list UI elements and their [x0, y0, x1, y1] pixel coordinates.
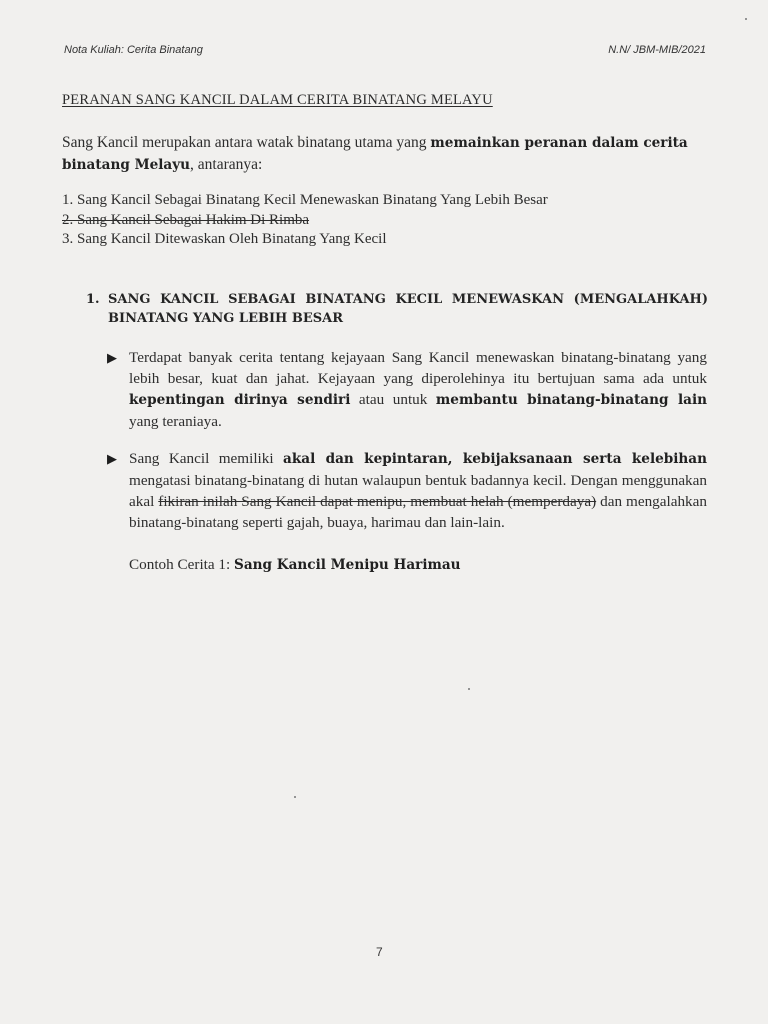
section-heading	[86, 290, 708, 328]
section-heading-text: SANG KANCIL SEBAGAI BINATANG KECIL MENEWASKAN (MENGALAHKAH) BINATANG YANG LEBIH BESAR	[108, 292, 708, 326]
page-header	[64, 44, 706, 56]
list-item-text: 3. Sang Kancil Ditewaskan Oleh Binatang Yang Kecil	[62, 231, 387, 247]
right-triangle-icon: ▶	[107, 350, 117, 365]
bullet-bold-text: akal dan kepintaran, kebijaksanaan serta kelebihan	[283, 451, 707, 467]
example-story	[129, 556, 461, 574]
section-number: 1.	[86, 292, 100, 307]
document-title: PERANAN SANG KANCIL DALAM CERITA BINATANG MELAYU	[62, 92, 493, 108]
bullet-text-part: dan mengalahkan binatang-binatang seperti gajah, buaya, harimau dan lain-lain.	[129, 493, 707, 531]
list-item-text: 2. Sang Kancil Sebagai Hakim Di Rimba	[62, 211, 310, 228]
example-title: Sang Kancil Menipu Harimau	[234, 557, 461, 573]
bullet-point	[107, 347, 707, 432]
bullet-text-part: yang teraniaya.	[129, 413, 222, 430]
bullet-text-part: atau untuk	[350, 391, 436, 408]
list-item	[62, 211, 548, 231]
list-item	[62, 191, 548, 211]
intro-paragraph	[62, 132, 706, 176]
bullet-text	[129, 448, 707, 533]
intro-text-end: , antaranya:	[190, 156, 263, 173]
bullet-bold-text: kepentingan dirinya sendiri	[129, 392, 351, 408]
intro-text: Sang Kancil merupakan antara watak binatang utama yang	[62, 134, 431, 151]
bullet-text-part: Sang Kancil memiliki	[129, 450, 284, 467]
scan-speck	[294, 796, 296, 798]
right-triangle-icon: ▶	[107, 451, 117, 466]
page-number: 7	[376, 945, 383, 959]
bullet-struck-text: fikiran inilah Sang Kancil dapat menipu, membuat helah (memperdaya)	[158, 493, 597, 510]
header-course-title: Nota Kuliah: Cerita Binatang	[64, 44, 203, 56]
list-item	[62, 230, 548, 250]
bullet-text-part: mengatasi binatang-binatang di hutan walaupun bentuk badannya kecil. Dengan menggunakan akal	[129, 472, 707, 510]
bullet-point	[107, 448, 707, 533]
scan-speck	[745, 18, 747, 20]
intro-bold-text: memainkan peranan dalam cerita binatang Melayu	[62, 135, 688, 173]
header-reference-code: N.N/ JBM-MIB/2021	[608, 44, 706, 56]
example-label: Contoh Cerita 1:	[129, 556, 235, 573]
roles-list	[62, 191, 548, 250]
bullet-bold-text: membantu binatang-binatang lain	[435, 392, 708, 408]
bullet-text	[129, 347, 707, 432]
bullet-text-part: Terdapat banyak cerita tentang kejayaan Sang Kancil menewaskan binatang-binatang yang lebih besar, kuat dan jahat. Kejayaan yang diperolehinya itu bertujuan sama ada untuk	[129, 349, 707, 387]
scan-speck	[468, 688, 470, 690]
list-item-text: 1. Sang Kancil Sebagai Binatang Kecil Menewaskan Binatang Yang Lebih Besar	[62, 192, 548, 208]
